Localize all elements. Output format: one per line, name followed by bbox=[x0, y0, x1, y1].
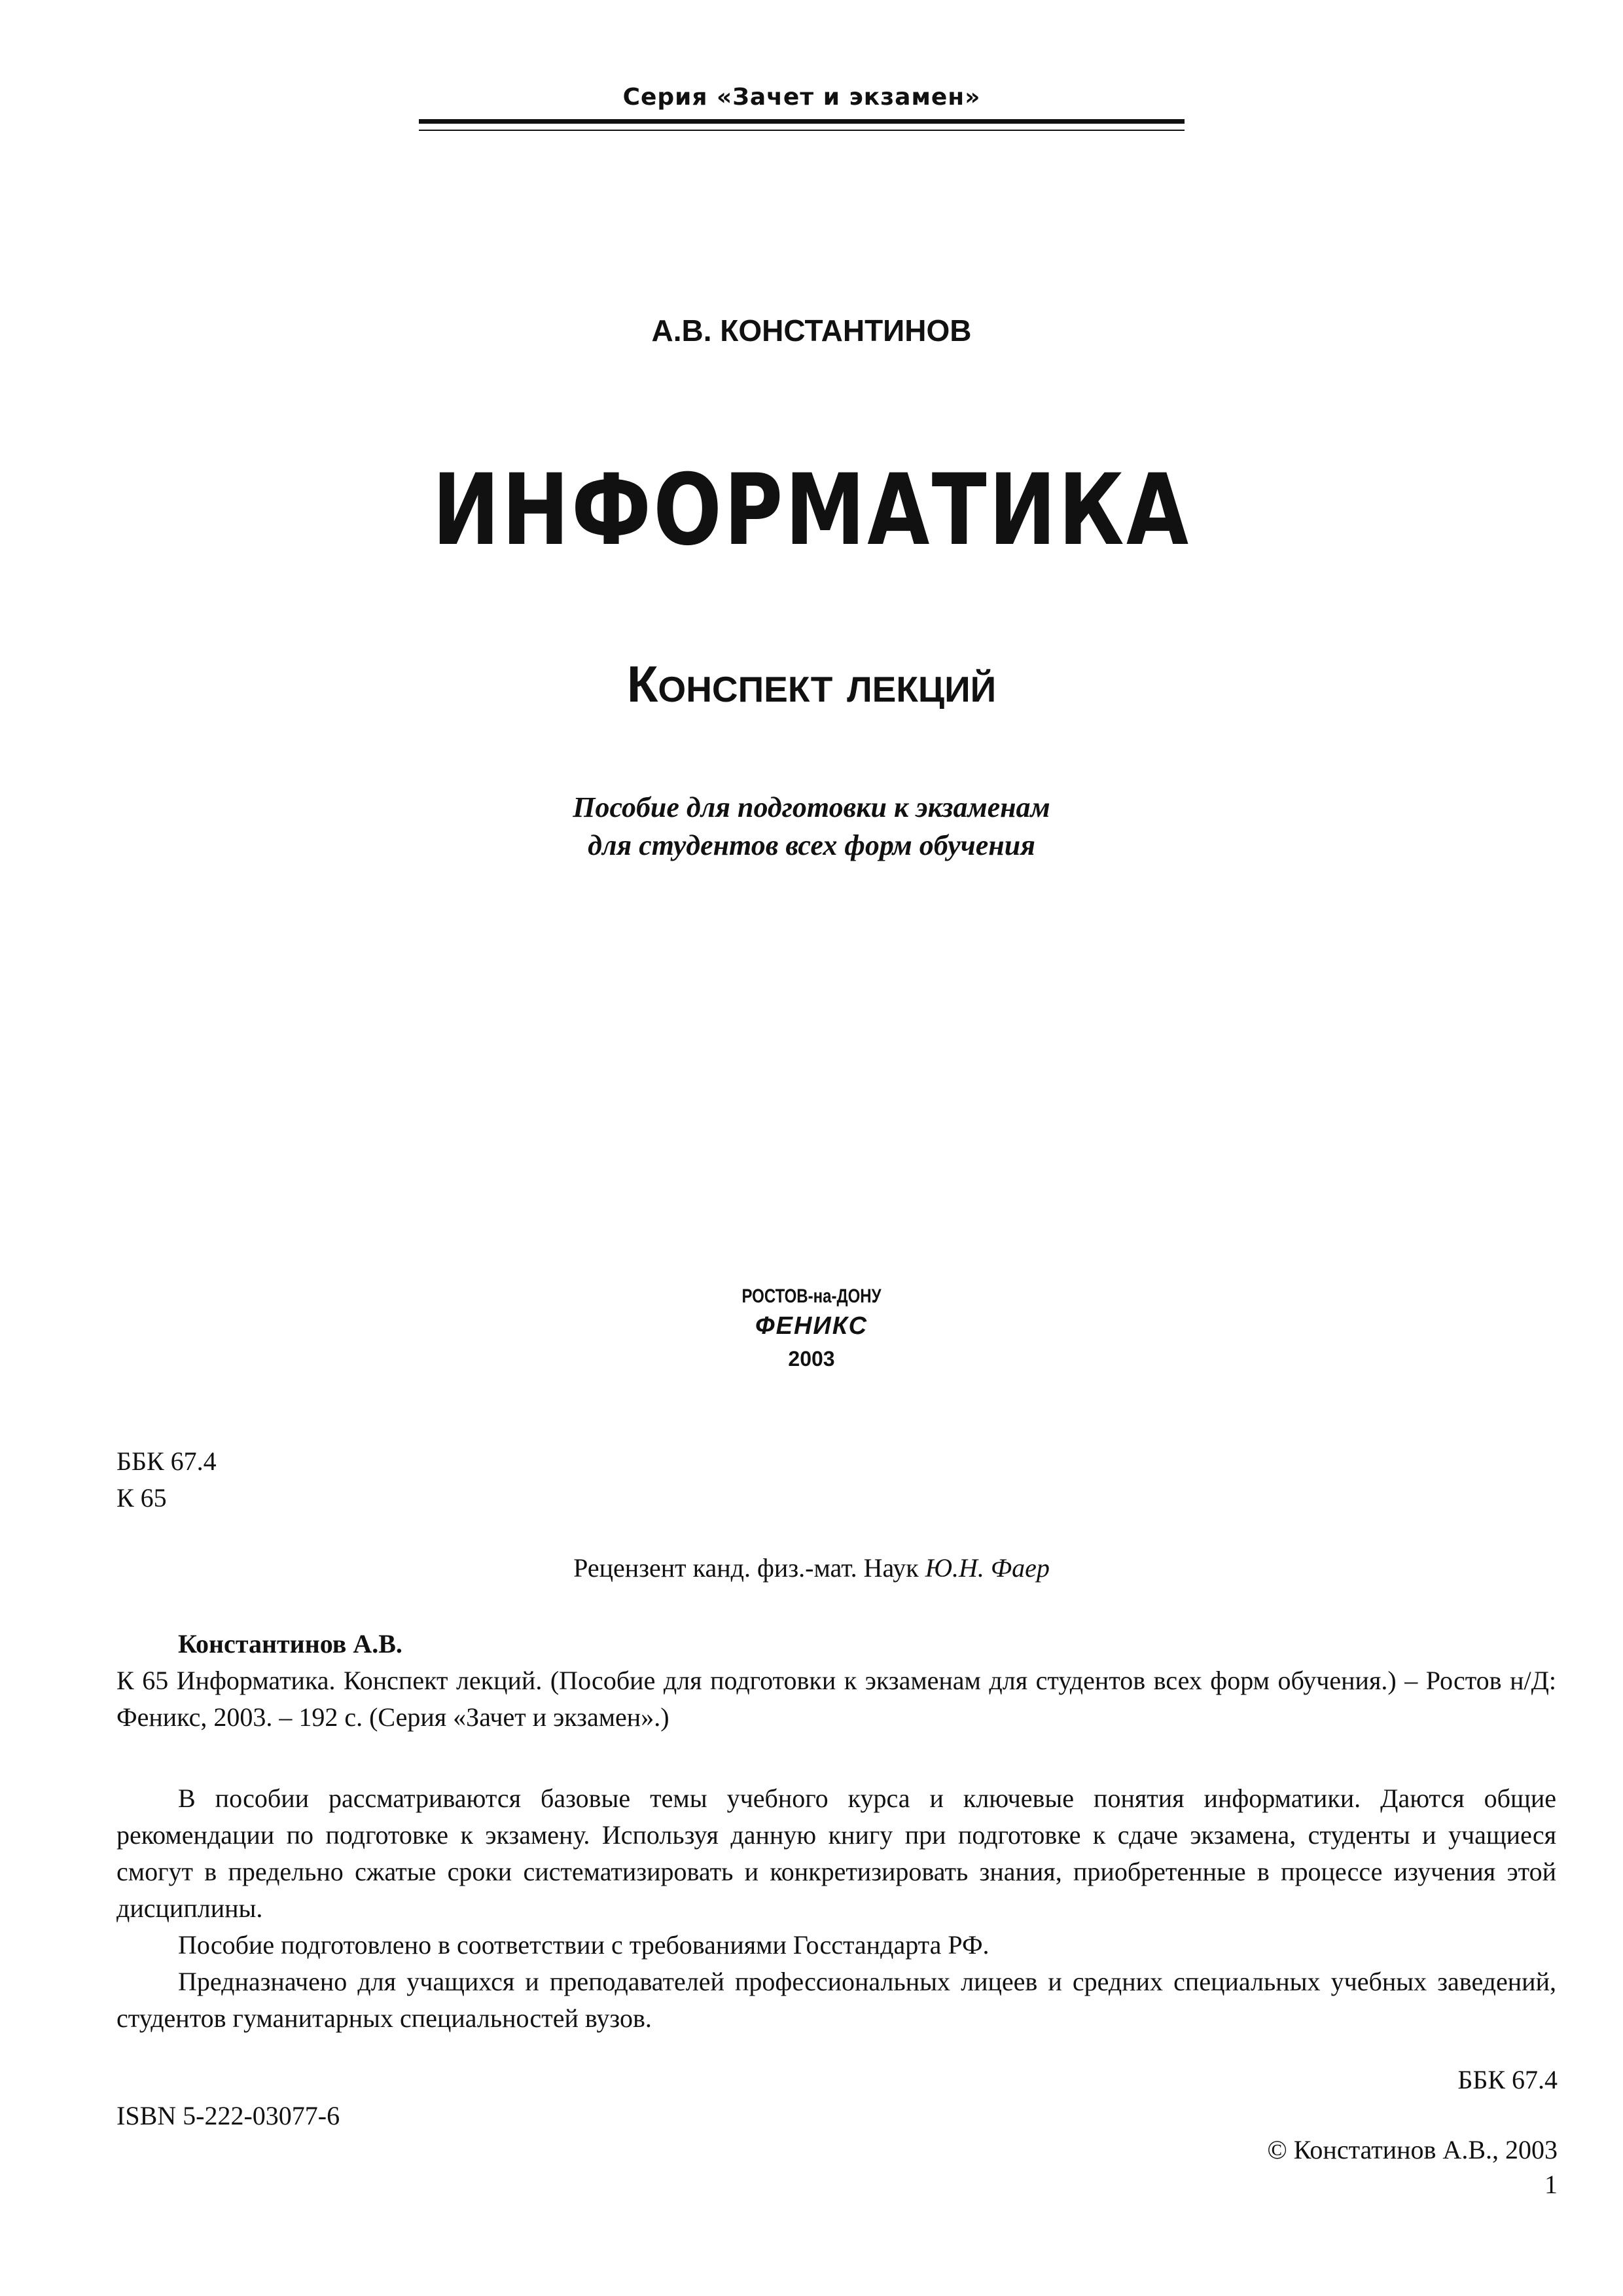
annotation-paragraph-3: Предназначено для учащихся и преподавателей профессиональных лицеев и средних специальных учебных заведений, студентов гуманитарных специальностей вузов. bbox=[116, 1967, 1556, 2033]
publisher-logo: ФЕНИКС bbox=[755, 1312, 868, 1340]
isbn: ISBN 5-222-03077-6 bbox=[116, 2101, 340, 2130]
copyright: © Констатинов А.В., 2003 bbox=[1267, 2135, 1558, 2164]
annotation bbox=[116, 1780, 1556, 2037]
bibliographic-description bbox=[116, 1662, 1556, 1736]
annotation-paragraph-1: В пособии рассматриваются базовые темы учебного курса и ключевые понятия информатики. Даются общие рекомендации по подготовке к экзамену. Используя данную книгу при подготовке к сдаче экзамена, студенты и учащиеся смогут в предельно сжатые сроки систематизировать и конкретизировать знания, приобретенные в процессе изучения этой дисциплины. bbox=[116, 1784, 1556, 1923]
publisher-year: 2003 bbox=[788, 1347, 835, 1371]
book-subtitle: Конспект лекций bbox=[626, 655, 997, 713]
series-title: Серия «Зачет и экзамен» bbox=[622, 84, 981, 111]
bbk-code: ББК 67.4 bbox=[116, 1446, 217, 1476]
bbk-block bbox=[116, 1443, 217, 1516]
author-name: А.В. КОНСТАНТИНОВ bbox=[651, 314, 972, 348]
reviewer-name: Ю.Н. Фаер bbox=[925, 1553, 1050, 1583]
publisher-city: РОСТОВ-на-ДОНУ bbox=[741, 1285, 882, 1307]
author-heading: Константинов А.В. bbox=[178, 1629, 402, 1659]
reviewer-line bbox=[0, 1550, 1623, 1587]
page-number: 1 bbox=[1544, 2170, 1558, 2199]
annotation-paragraph-2: Пособие подготовлено в соответствии с требованиями Госстандарта РФ. bbox=[178, 1930, 990, 1960]
header-rule-thick bbox=[419, 119, 1185, 124]
bbk-code-bottom: ББК 67.4 bbox=[1457, 2065, 1558, 2094]
book-purpose bbox=[0, 789, 1623, 865]
book-title: ИНФОРМАТИКА bbox=[432, 454, 1191, 567]
purpose-line-1: Пособие для подготовки к экзаменам bbox=[573, 791, 1050, 823]
reviewer-prefix: Рецензент канд. физ.-мат. Наук bbox=[573, 1553, 919, 1583]
header-rule-thin bbox=[419, 130, 1185, 131]
purpose-line-2: для студентов всех форм обучения bbox=[588, 829, 1035, 861]
k-code: К 65 bbox=[116, 1483, 167, 1513]
bibliographic-text: К 65 Информатика. Конспект лекций. (Пособие для подготовки к экзаменам для студентов всех форм обучения.) – Ростов н/Д: Феникс, 2003. – 192 с. (Серия «Зачет и экзамен».) bbox=[116, 1666, 1556, 1732]
